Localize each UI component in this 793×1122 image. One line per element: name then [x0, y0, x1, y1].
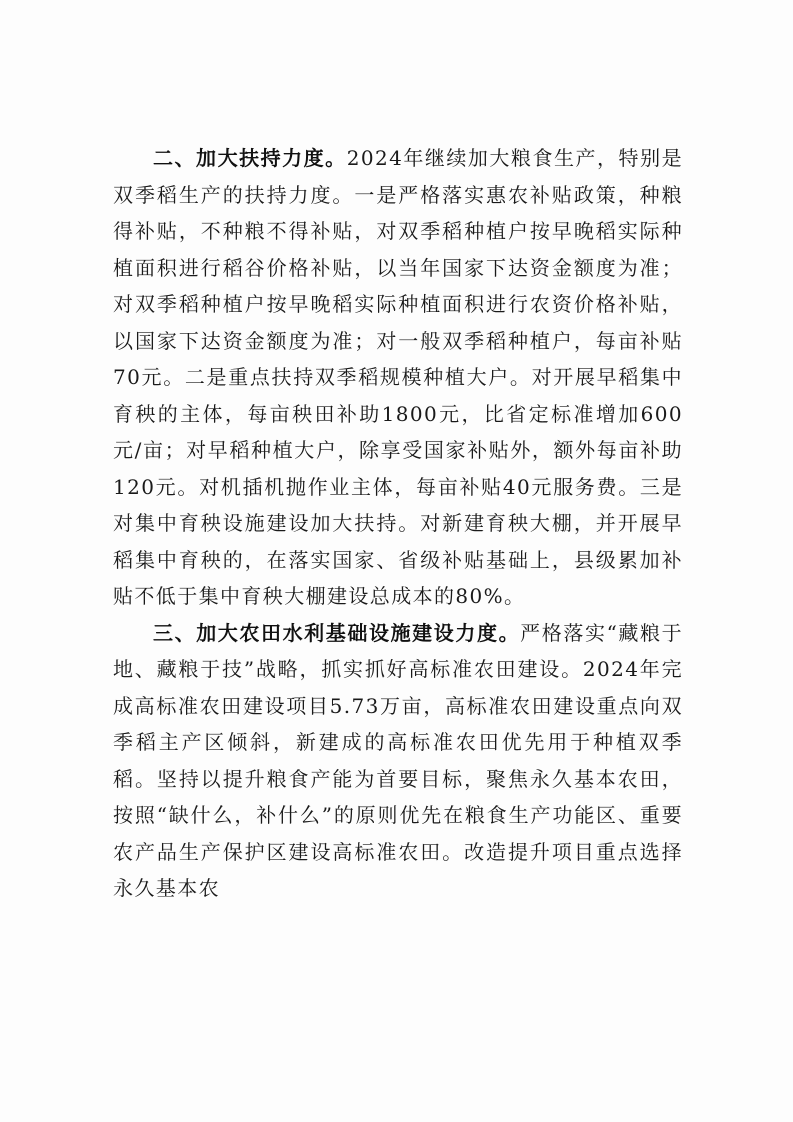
- paragraph-heading: 三、加大农田水利基础设施建设力度。: [153, 620, 521, 645]
- paragraph-text: 2024年继续加大粮食生产，特别是双季稻生产的扶持力度。一是严格落实惠农补贴政策，种粮得补贴，不种粮不得补贴，对双季稻种植户按早晚稻实际种植面积进行稻谷价格补贴，以当年国家下达资金额度为准；对双季稻种植户按早晚稻实际种植面积进行农资价格补贴，以国家下达资金额度为准；对一般双季稻种植户，每亩补贴70元。二是重点扶持双季稻规模种植大户。对开展早稻集中育秧的主体，每亩秧田补助1800元，比省定标准增加600元/亩；对早稻种植大户，除享受国家补贴外，额外每亩补助120元。对机插机抛作业主体，每亩补贴40元服务费。三是对集中育秧设施建设加大扶持。对新建育秧大棚，并开展早稻集中育秧的，在落实国家、省级补贴基础上，县级累加补贴不低于集中育秧大棚建设总成本的80%。: [113, 146, 683, 608]
- paragraph-text: 严格落实“藏粮于地、藏粮于技”战略，抓实抓好高标准农田建设。2024年完成高标准农田建设项目5.73万亩，高标准农田建设重点向双季稻主产区倾斜，新建成的高标准农田优先用于种植双季稻。坚持以提升粮食产能为首要目标，聚焦永久基本农田，按照“缺什么，补什么”的原则优先在粮食生产功能区、重要农产品生产保护区建设高标准农田。改造提升项目重点选择永久基本农: [113, 620, 683, 900]
- paragraph-heading: 二、加大扶持力度。: [153, 146, 347, 170]
- paragraph-support-intensity: [113, 140, 683, 615]
- paragraph-farmland-water-conservancy: [113, 615, 683, 907]
- document-body: [113, 140, 683, 907]
